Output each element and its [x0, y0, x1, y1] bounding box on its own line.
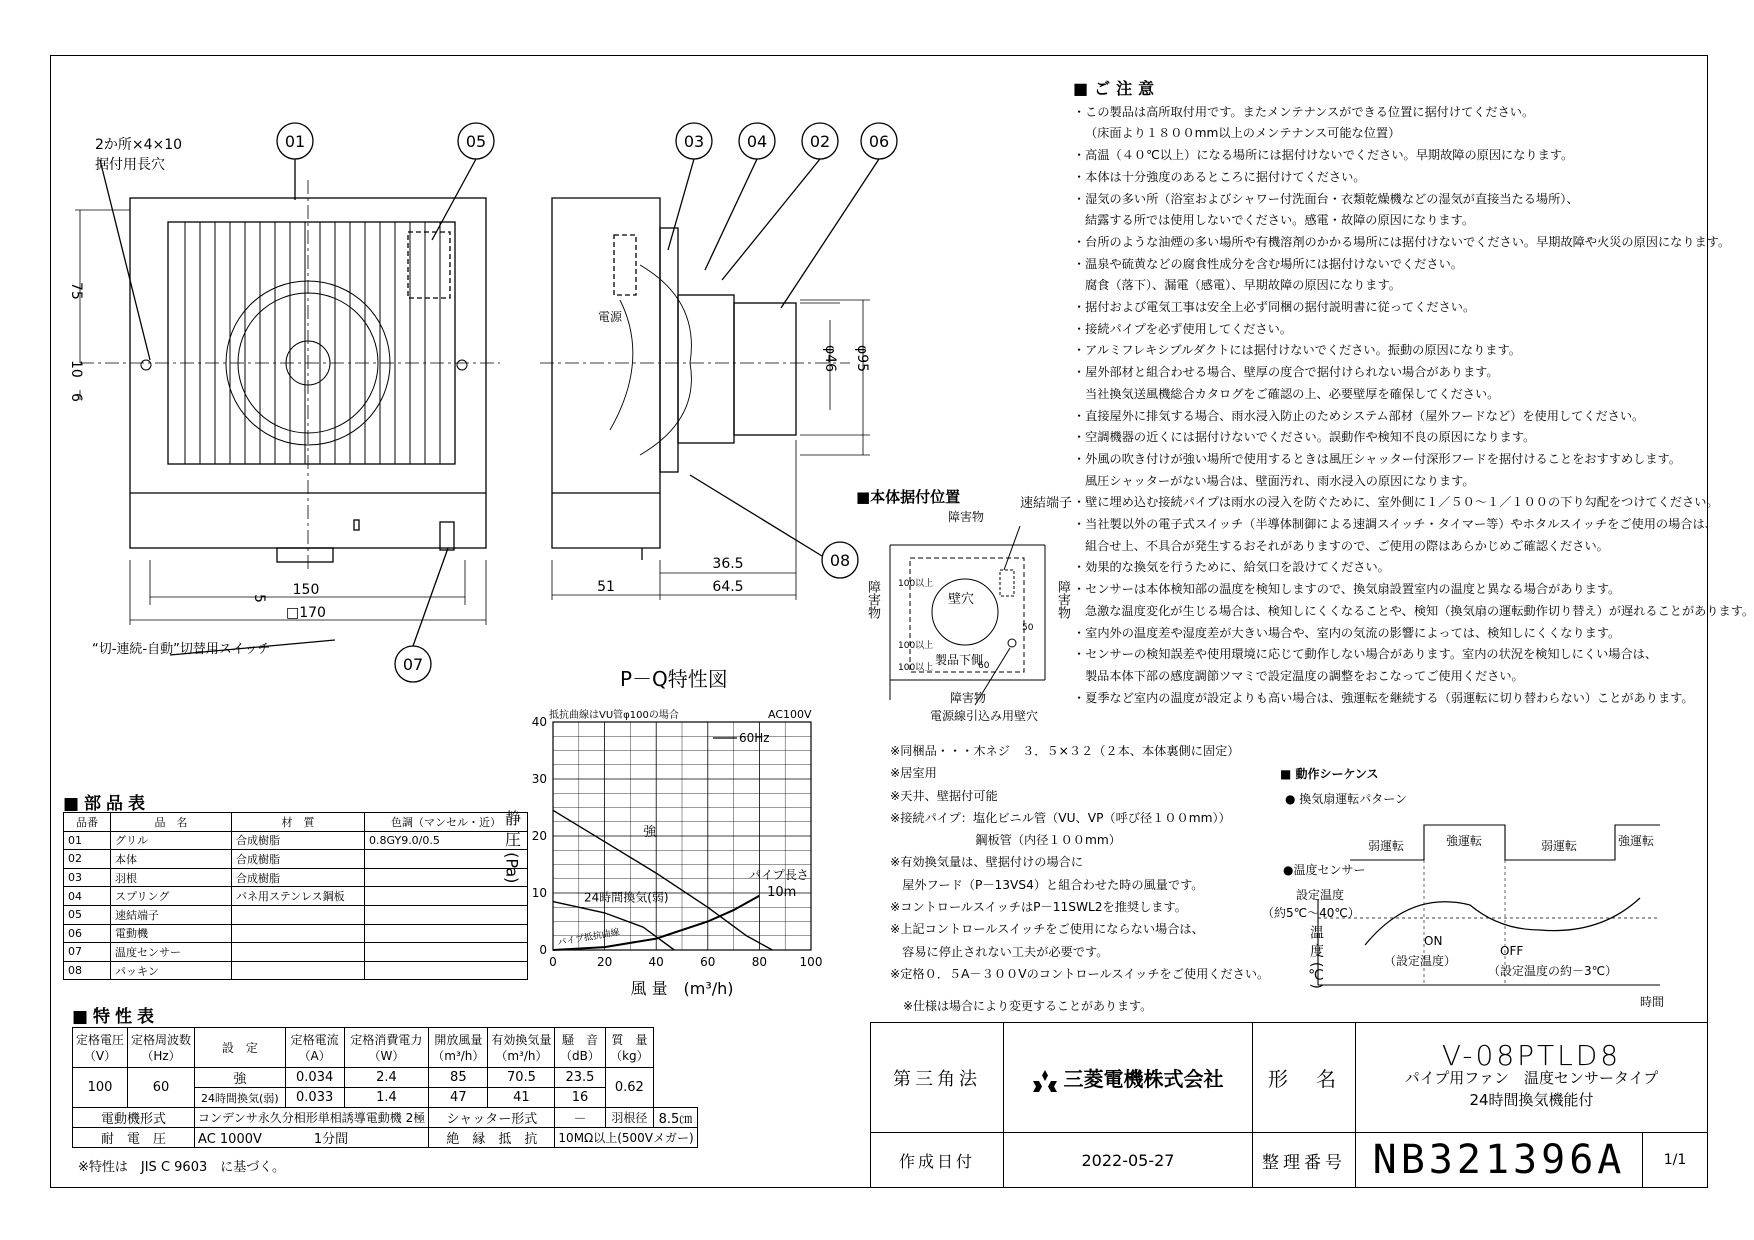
spec-table — [72, 1027, 698, 1148]
mitsubishi-logo-icon — [1033, 1070, 1057, 1092]
pq-y-tick: 40 — [531, 715, 547, 729]
pq-y-tick: 30 — [531, 772, 547, 786]
parts-cell — [365, 943, 528, 962]
pq-title: P－Q特性図 — [620, 667, 728, 691]
tb-model: V-08PTLD8 — [1441, 1038, 1622, 1072]
parts-row — [64, 850, 528, 869]
power-label: 電源 — [598, 310, 623, 324]
parts-cell: 電動機 — [111, 924, 232, 943]
tb-date: 2022-05-27 — [1004, 1133, 1253, 1188]
spec-insul: 10MΩ以上(500Vメガー) — [555, 1128, 697, 1148]
spec-withstand: AC 1000V 1分間 — [195, 1128, 429, 1148]
dim-phi95: φ95 — [854, 345, 870, 373]
parts-cell — [365, 905, 528, 924]
parts-cell: バネ用ステンレス鋼板 — [232, 887, 365, 906]
pq-label-pipe-curve: パイプ抵抗曲線 — [556, 927, 621, 949]
parts-row — [64, 868, 528, 887]
misc-note-line: ※上記コントロールスイッチをご使用にならない場合は、 — [890, 922, 1204, 937]
misc-note-line: 屋外フード（P－13VS4）と組合わせた時の風量です。 — [890, 877, 1204, 892]
dim-170: □170 — [286, 605, 326, 621]
tb-page: 1/1 — [1643, 1133, 1708, 1188]
tag-08: 08 — [829, 551, 851, 570]
pq-y-tick: 0 — [539, 943, 547, 957]
caution-line: ・当社製以外の電子式スイッチ（半導体制御による速調スイッチ・タイマー等）やホタルスイッチをご使用の場合は、 — [1073, 517, 1717, 532]
caution-line: ・この製品は高所取付用です。またメンテナンスができる位置に据付けてください。 — [1073, 104, 1535, 119]
seq-on-sub: （設定温度） — [1384, 954, 1457, 968]
tb-projection: 第三角法 — [871, 1023, 1004, 1133]
caution-line: 急激な温度変化が生じる場合は、検知しにくくなることや、検知（換気扇の運転動作切り替え）が遅れることがあります。 — [1085, 603, 1754, 618]
parts-cell: 02 — [64, 850, 111, 869]
mount-dim-100-a: 100以上 — [898, 579, 934, 589]
spec-cell: 0.034 — [285, 1068, 344, 1088]
parts-row — [64, 924, 528, 943]
parts-cell: 速結端子 — [111, 905, 232, 924]
pq-xlabel: 風 量 (m³/h) — [630, 979, 734, 998]
spec-cell: 23.5 — [555, 1068, 605, 1088]
parts-cell: 05 — [64, 905, 111, 924]
caution-line: ・センサーの検知誤差や使用環境に応じて動作しない場合があります。室内の状況を検知しにくい場合は、 — [1073, 647, 1658, 662]
tag-06: 06 — [868, 132, 890, 151]
parts-cell — [365, 850, 528, 869]
spec-header-cell: 騒 音 （dB） — [555, 1028, 605, 1068]
dim-150: 150 — [292, 582, 320, 598]
caution-line: ・夏季など室内の温度が設定よりも高い場合は、強運転を継続する（弱運転に切り替わらない）ことがあります。 — [1073, 690, 1694, 705]
mount-dim-50: 50 — [1022, 623, 1034, 633]
spec-cell: 85 — [429, 1068, 488, 1088]
pq-x-tick: 60 — [700, 955, 716, 969]
caution-line: ・壁に埋め込む接続パイプは雨水の浸入を防ぐために、室外側に１／５０～１／１００の下り勾配をつけてください。 — [1073, 495, 1719, 510]
spec-cell: 1.4 — [344, 1088, 429, 1108]
parts-cell: 03 — [64, 868, 111, 887]
tag-01: 01 — [284, 132, 306, 151]
caution-line: ・センサーは本体検知部の温度を検知しますので、換気扇設置室内の温度と異なる場合があります。 — [1073, 582, 1621, 597]
parts-cell — [232, 905, 365, 924]
parts-cell: スプリング — [111, 887, 232, 906]
mount-dim-100-c: 100以上 — [898, 663, 934, 673]
pq-ylabel: 静 圧 (Pa) — [502, 810, 522, 884]
spec-cell: 16 — [555, 1088, 605, 1108]
caution-line: ・空調機器の近くには据付けないでください。誤動作や検知不良の原因になります。 — [1073, 430, 1536, 445]
spec-header-cell: 定格電圧 （V） — [73, 1028, 128, 1068]
parts-cell: 08 — [64, 961, 111, 980]
parts-cell: 07 — [64, 943, 111, 962]
spec-jis: ※特性は JIS C 9603 に基づく。 — [78, 1160, 285, 1175]
caution-notes — [1073, 78, 1754, 709]
parts-cell: 羽根 — [111, 868, 232, 887]
caution-line: ・アルミフレキシブルダクトには据付けないでください。振動の原因になります。 — [1073, 343, 1521, 358]
caution-line: ・室内外の温度差や湿度差が大きい場合や、室内の気流の影響によっては、検知しにくくなります。 — [1073, 625, 1621, 640]
caution-line: 風圧シャッターがない場合は、壁面汚れ、雨水浸入の原因になります。 — [1085, 473, 1475, 488]
parts-row — [64, 887, 528, 906]
parts-cell — [365, 887, 528, 906]
pq-x-tick: 40 — [648, 955, 664, 969]
caution-line: 製品本体下部の感度調節ツマミで設定温度の調整をおこなってご使用ください。 — [1085, 668, 1524, 683]
seq-set-range: （約5℃～40℃） — [1262, 906, 1360, 920]
spec-blade-label: 羽根径 — [605, 1108, 654, 1128]
pq-series-line — [553, 810, 772, 950]
parts-row — [64, 905, 528, 924]
dim-5: 5 — [251, 594, 267, 603]
parts-title: ■部品表 — [63, 794, 151, 814]
misc-note-line: ※天井、壁据付可能 — [890, 788, 998, 803]
mount-power-hole-1: 障害物 — [950, 691, 987, 705]
parts-cell: グリル — [111, 831, 232, 850]
spec-header-cell: 質 量 （kg） — [605, 1028, 654, 1068]
pq-x-tick: 80 — [751, 955, 768, 969]
spec-cell: 47 — [429, 1088, 488, 1108]
tag-07: 07 — [402, 655, 424, 674]
misc-notes — [890, 740, 1269, 985]
mount-dim-100-b: 100以上 — [898, 641, 934, 651]
caution-line: ・高温（４０℃以上）になる場所には据付けないでください。早期故障の原因になります。 — [1073, 148, 1574, 163]
misc-note-line: ※居室用 — [890, 766, 937, 781]
spec-cell: 0.033 — [285, 1088, 344, 1108]
caution-line: ・外風の吹き付けが強い場所で使用するときは風圧シャッター付深形フードを据付けることをおすすめします。 — [1073, 451, 1681, 466]
pq-x-tick: 20 — [596, 955, 613, 969]
misc-note-line: ※有効換気量は、壁据付けの場合に — [890, 855, 1084, 870]
spec-header-cell: 開放風量 （m³/h） — [429, 1028, 488, 1068]
parts-cell — [232, 943, 365, 962]
parts-cell — [365, 868, 528, 887]
mount-lower-side: 製品下側 — [935, 653, 984, 667]
seq-state-1: 弱運転 — [1368, 839, 1405, 853]
spec-shutter: － — [555, 1108, 605, 1128]
spec-cell: 強 — [195, 1068, 286, 1088]
spec-header-cell: 有効換気量 （m³/h） — [488, 1028, 555, 1068]
mount-obstacle-right: 障害物 — [1055, 580, 1070, 619]
pq-chart — [500, 690, 830, 1000]
tag-03: 03 — [683, 132, 705, 151]
spec-header-cell: 定格電流 （A） — [285, 1028, 344, 1068]
seq-y-axis: 温 度 (℃) — [1308, 925, 1324, 989]
sequence-pattern: ● 換気扇運転パターン — [1285, 792, 1408, 806]
tb-number-label: 整理番号 — [1253, 1133, 1356, 1188]
mount-connector: 速結端子 — [1020, 496, 1073, 511]
tag-05: 05 — [465, 132, 487, 151]
title-block — [870, 1022, 1708, 1188]
misc-note-line: ※同梱品・・・木ネジ ３．５×３２（２本、本体裏側に固定） — [890, 744, 1240, 758]
spec-change-note: ※仕様は場合により変更することがあります。 — [903, 999, 1153, 1013]
parts-row — [64, 831, 528, 850]
dim-phi46: φ46 — [822, 345, 838, 373]
dim-10: 10 — [68, 360, 84, 378]
caution-line: ・台所のような油煙の多い場所や有機溶剤のかかる場所には据付けないでください。早期故障や火災の原因になります。 — [1073, 234, 1731, 249]
parts-cell: 0.8GY9.0/0.5 — [365, 831, 528, 850]
dim-36-5: 36.5 — [712, 556, 744, 572]
switch-note: “切-連続-自動”切替用スイッチ — [92, 642, 271, 657]
parts-table — [63, 812, 528, 980]
parts-row — [64, 961, 528, 980]
tb-number: NB321396A — [1356, 1133, 1643, 1188]
parts-cell: 06 — [64, 924, 111, 943]
seq-x-axis: 時間 — [1640, 995, 1665, 1009]
spec-cell: 2.4 — [344, 1068, 429, 1088]
parts-cell: 温度センサー — [111, 943, 232, 962]
dim-51: 51 — [597, 579, 615, 595]
parts-cell — [232, 961, 365, 980]
caution-line: 結露する所では使用しないでください。感電・故障の原因になります。 — [1085, 213, 1475, 228]
pq-legend: 60Hz — [739, 731, 770, 745]
parts-cell: 合成樹脂 — [232, 868, 365, 887]
mount-title: ■本体据付位置 — [856, 488, 961, 506]
spec-header-cell: 定格周波数 （Hz） — [128, 1028, 195, 1068]
parts-cell — [365, 924, 528, 943]
mount-obstacle-left: 障害物 — [865, 580, 880, 619]
holes-sublabel: 据付用長穴 — [95, 157, 165, 173]
caution-line: ・直接屋外に排気する場合、雨水浸入防止のためシステム部材（屋外フードなど）を使用してください。 — [1073, 408, 1645, 423]
mount-wall-hole: 壁穴 — [948, 592, 975, 607]
parts-cell — [232, 924, 365, 943]
dim-6: 6 — [68, 393, 84, 402]
caution-line: ・接続パイプを必ず使用してください。 — [1073, 321, 1293, 336]
pq-label-weak: 24時間換気(弱) — [583, 890, 669, 905]
spec-cell: 24時間換気(弱) — [195, 1088, 286, 1108]
seq-state-3: 弱運転 — [1541, 839, 1578, 853]
pq-label-strong: 強 — [643, 825, 657, 840]
spec-shutter-label: シャッター形式 — [429, 1108, 555, 1128]
sequence-title: ■ 動作シーケンス — [1280, 767, 1379, 781]
parts-cell: パッキン — [111, 961, 232, 980]
spec-motor-label: 電動機形式 — [73, 1108, 195, 1128]
spec-withstand-label: 耐 電 圧 — [73, 1128, 195, 1148]
seq-sensor: ●温度センサー — [1283, 863, 1366, 877]
spec-header-cell: 定格消費電力 （W） — [344, 1028, 429, 1068]
tb-desc2: 24時間換気機能付 — [1469, 1090, 1594, 1109]
tb-desc1: パイプ用ファン 温度センサータイプ — [1404, 1068, 1659, 1087]
seq-state-4: 強運転 — [1618, 834, 1655, 848]
caution-heading: ■ご注意 — [1073, 79, 1161, 98]
caution-line: ・効果的な換気を行うために、給気口を設けてください。 — [1073, 560, 1390, 575]
tb-company: 三菱電機株式会社 — [1004, 1023, 1253, 1133]
spec-motor: コンデンサ永久分相形単相誘導電動機 2極 — [195, 1108, 429, 1128]
caution-line: ・温泉や硫黄などの腐食性成分を含む場所には据付けないでください。 — [1073, 256, 1463, 271]
tag-02: 02 — [809, 132, 831, 151]
holes-label: 2か所×4×10 — [95, 137, 183, 153]
caution-line: ・本体は十分強度のあるところに据付けてください。 — [1073, 169, 1366, 184]
dim-64-5: 64.5 — [712, 579, 744, 595]
pq-label-10m: 10m — [767, 884, 797, 900]
spec-cell: 41 — [488, 1088, 555, 1108]
spec-title: ■特性表 — [72, 1007, 160, 1027]
spec-blade: 8.5㎝ — [654, 1108, 698, 1128]
parts-cell: 04 — [64, 887, 111, 906]
tb-date-label: 作成日付 — [871, 1133, 1004, 1188]
misc-note-line: 鋼板管（内径１００mm） — [890, 833, 1121, 848]
seq-on: ON — [1424, 934, 1443, 948]
pq-x-tick: 0 — [549, 955, 557, 969]
misc-note-line: ※接続パイプ：塩化ビニル管（VU、VP（呼び径１００mm）） — [890, 810, 1231, 825]
parts-header-cell: 色調（マンセル・近） — [365, 813, 528, 832]
caution-line: （床面より１８００mm以上のメンテナンス可能な位置） — [1085, 126, 1401, 141]
seq-off-sub: （設定温度の約－3℃） — [1488, 964, 1618, 978]
caution-line: 当社換気送風機総合カタログをご確認の上、必要壁厚を確保してください。 — [1085, 386, 1500, 401]
mount-obstacle-top: 障害物 — [948, 510, 985, 524]
caution-line: ・屋外部材と組合わせる場合、壁厚の度合で据付けられない場合があります。 — [1073, 365, 1499, 380]
caution-line: ・湿気の多い所（浴室およびシャワー付洗面台・衣類乾燥機などの湿気が直接当たる場所）、 — [1073, 191, 1579, 206]
tag-04: 04 — [746, 132, 768, 151]
spec-freq: 60 — [128, 1068, 195, 1108]
spec-voltage: 100 — [73, 1068, 128, 1108]
pq-curve-note: 抵抗曲線はVU管φ100の場合 — [549, 710, 679, 721]
dim-75: 75 — [68, 282, 84, 300]
caution-line: 組合せ上、不具合が発生するおそれがありますので、ご使用の際はあらかじめご確認ください。 — [1085, 538, 1609, 553]
parts-header-cell: 材 質 — [232, 813, 365, 832]
parts-header-cell: 品 名 — [111, 813, 232, 832]
seq-state-2: 強運転 — [1446, 834, 1483, 848]
mount-dim-60: 60 — [978, 661, 990, 671]
pq-y-tick: 10 — [531, 886, 547, 900]
caution-line: ・据付および電気工事は安全上必ず同梱の据付説明書に従ってください。 — [1073, 300, 1476, 315]
pq-label-pipe: パイプ長さ — [749, 867, 809, 882]
mount-power-hole-2: 電源線引込み用壁穴 — [930, 709, 1039, 723]
misc-note-line: 容易に停止されない工夫が必要です。 — [890, 944, 1109, 959]
misc-note-line: ※定格０．５A－３００Vのコントロールスイッチをご使用ください。 — [890, 966, 1270, 981]
parts-cell: 合成樹脂 — [232, 831, 365, 850]
tb-model-label: 形 名 — [1253, 1023, 1356, 1133]
parts-row — [64, 943, 528, 962]
pq-ac: AC100V — [768, 708, 812, 721]
seq-off: OFF — [1500, 944, 1524, 958]
spec-mass: 0.62 — [605, 1068, 654, 1108]
parts-cell: 01 — [64, 831, 111, 850]
caution-line: 腐食（落下）、漏電（感電）、早期故障の原因になります。 — [1085, 278, 1401, 293]
seq-set-temp: 設定温度 — [1296, 888, 1345, 902]
parts-cell: 本体 — [111, 850, 232, 869]
parts-cell — [365, 961, 528, 980]
spec-cell: 70.5 — [488, 1068, 555, 1088]
misc-note-line: ※コントロールスイッチはP－11SWL2を推奨します。 — [890, 900, 1187, 915]
pq-y-tick: 20 — [531, 829, 547, 843]
spec-insul-label: 絶 縁 抵 抗 — [429, 1128, 555, 1148]
spec-header-cell: 設 定 — [195, 1028, 286, 1068]
pq-x-tick: 100 — [799, 955, 823, 969]
parts-cell: 合成樹脂 — [232, 850, 365, 869]
parts-header-cell: 品番 — [64, 813, 111, 832]
